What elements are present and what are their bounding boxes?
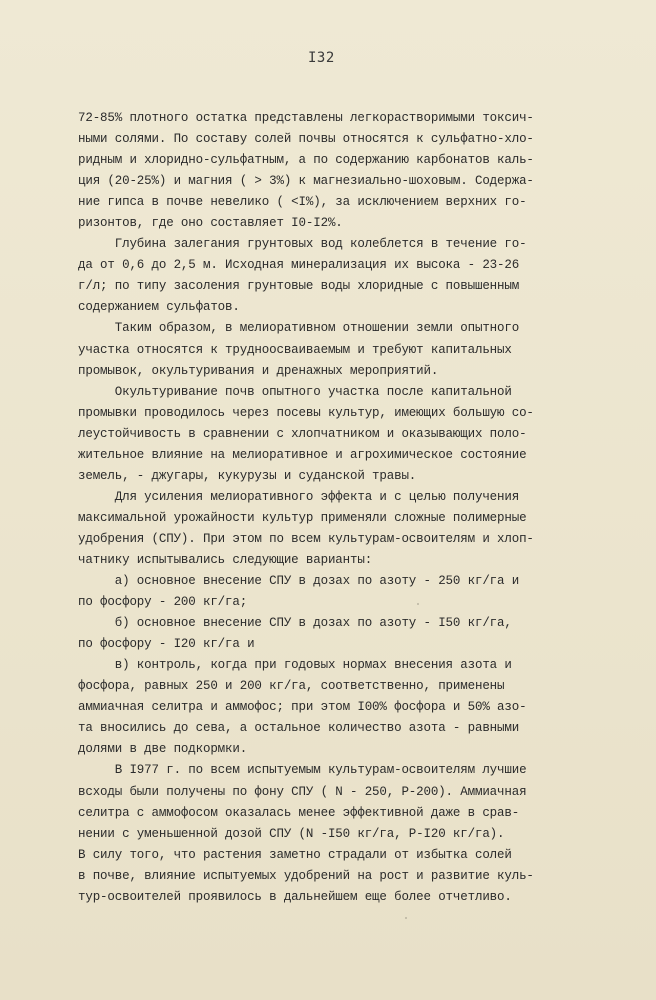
text-line: Окультуривание почв опытного участка после капитальной	[78, 384, 512, 399]
text-line: Для усиления мелиоративного эффекта и с целью получения	[78, 489, 520, 504]
text-line: селитра с аммофосом оказалась менее эффективной даже в срав-	[78, 805, 520, 820]
page-number: I32	[308, 50, 335, 66]
text-line: ция (20-25%) и магния ( > 3%) к магнезиально-шоховым. Содержа-	[78, 174, 534, 189]
text-line: по фосфору - I20 кг/га и	[78, 637, 255, 652]
text-line: аммиачная селитра и аммофос; при этом I00% фосфора и 50% азо-	[78, 700, 527, 715]
text-line: удобрения (СПУ). При этом по всем культурам-освоителям и хлоп-	[78, 531, 534, 546]
text-line: б) основное внесение СПУ в дозах по азоту - I50 кг/га,	[78, 616, 512, 631]
text-line: та вносились до сева, а остальное количество азота - равными	[78, 721, 520, 736]
text-line: промывок, окультуривания и дренажных мероприятий.	[78, 363, 439, 378]
text-line: ными солями. По составу солей почвы относятся к сульфатно-хло-	[78, 132, 534, 147]
text-line: В I977 г. по всем испытуемым культурам-освоителям лучшие	[78, 763, 527, 778]
text-line: участка относятся к трудноосваиваемым и требуют капитальных	[78, 342, 512, 357]
text-line: Глубина залегания грунтовых вод колеблется в течение го-	[78, 237, 527, 252]
text-line: промывки проводилось через посевы культур, имеющих большую со-	[78, 405, 534, 420]
text-line: жительное влияние на мелиоративное и агрохимическое состояние	[78, 447, 527, 462]
text-line: максимальной урожайности культур применяли сложные полимерные	[78, 510, 527, 525]
text-line: по фосфору - 200 кг/га;	[78, 595, 248, 610]
text-line: ридным и хлоридно-сульфатным, а по содержанию карбонатов каль-	[78, 153, 534, 168]
text-line: а) основное внесение СПУ в дозах по азоту - 250 кг/га и	[78, 574, 520, 589]
text-line: 72-85% плотного остатка представлены легкорастворимыми токсич-	[78, 111, 534, 125]
paper-speck	[405, 917, 407, 919]
text-line: г/л; по типу засоления грунтовые воды хлоридные с повышенным	[78, 279, 520, 294]
text-line: Таким образом, в мелиоративном отношении земли опытного	[78, 321, 520, 336]
text-line: чатнику испытывались следующие варианты:	[78, 552, 373, 567]
text-line: тур-освоителей проявилось в дальнейшем еще более отчетливо.	[78, 889, 512, 904]
text-line: нении с уменьшенной дозой СПУ (N -I50 кг/га, P-I20 кг/га).	[78, 826, 505, 841]
text-line: всходы были получены по фону СПУ ( N - 250, P-200). Аммиачная	[78, 784, 527, 799]
body-text	[78, 108, 598, 908]
text-line: В силу того, что растения заметно страдали от избытка солей	[78, 847, 512, 862]
text-line: содержанием сульфатов.	[78, 300, 240, 315]
text-line: да от 0,6 до 2,5 м. Исходная минерализация их высока - 23-26	[78, 258, 520, 273]
paper-speck	[417, 603, 419, 605]
text-line: долями в две подкормки.	[78, 742, 248, 757]
text-line: ние гипса в почве невелико ( <I%), за исключением верхних го-	[78, 195, 527, 210]
text-line: ризонтов, где оно составляет I0-I2%.	[78, 216, 343, 231]
text-line: в почве, влияние испытуемых удобрений на рост и развитие куль-	[78, 868, 534, 883]
text-line: земель, - джугары, кукурузы и суданской травы.	[78, 468, 417, 483]
text-line: леустойчивость в сравнении с хлопчатником и оказывающих поло-	[78, 426, 527, 441]
text-line: в) контроль, когда при годовых нормах внесения азота и	[78, 658, 512, 673]
text-line: фосфора, равных 250 и 200 кг/га, соответственно, применены	[78, 679, 505, 694]
